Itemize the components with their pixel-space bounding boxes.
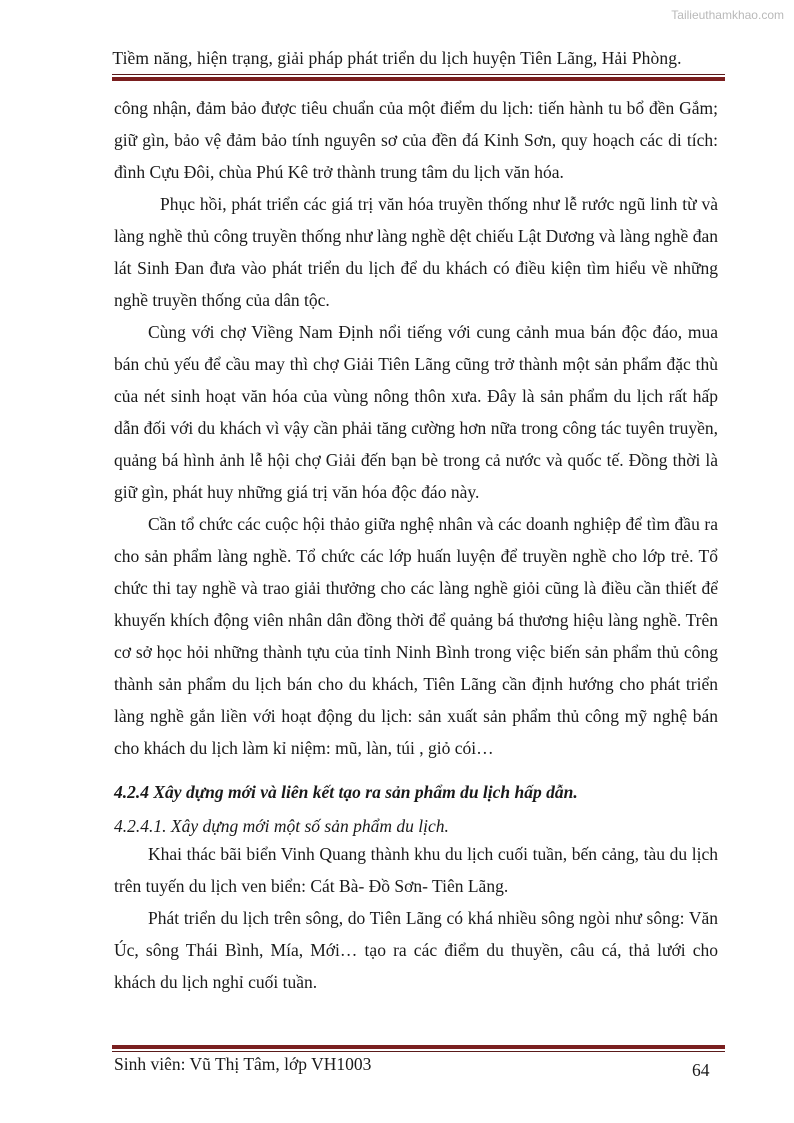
section-heading: 4.2.4 Xây dựng mới và liên kết tạo ra sản phẩm du lịch hấp dẫn.: [114, 782, 578, 802]
header-rule-thin: [112, 74, 725, 75]
page-number: 64: [692, 1060, 710, 1080]
page-header-title: Tiềm năng, hiện trạng, giải pháp phát triển du lịch huyện Tiên Lãng, Hải Phòng.: [112, 48, 682, 68]
paragraph: Khai thác bãi biển Vinh Quang thành khu du lịch cuối tuần, bến cảng, tàu du lịch trên tuyến du lịch ven biển: Cát Bà- Đồ Sơn- Tiên Lãng.: [114, 844, 718, 896]
subsection-heading: 4.2.4.1. Xây dựng mới một số sản phẩm du lịch.: [114, 816, 449, 836]
paragraph: công nhận, đảm bảo được tiêu chuẩn của một điểm du lịch: tiến hành tu bổ đền Gắm; giữ gìn, bảo vệ đảm bảo tính nguyên sơ của đền đá Kinh Sơn, quy hoạch các di tích: đình Cựu Đôi, chùa Phú Kê trở thành trung tâm du lịch văn hóa.: [114, 98, 718, 182]
paragraph: Phục hồi, phát triển các giá trị văn hóa truyền thống như lễ rước ngũ linh từ và làng nghề thủ công truyền thống như làng nghề dệt chiếu Lật Dương và làng nghề đan lát Sinh Đan đưa vào phát triển du lịch để du khách có điều kiện tìm hiểu về những nghề truyền thống của dân tộc.: [114, 194, 718, 310]
page-body: [114, 92, 718, 998]
paragraph: Cần tổ chức các cuộc hội thảo giữa nghệ nhân và các doanh nghiệp để tìm đầu ra cho sản phẩm làng nghề. Tổ chức các lớp huấn luyện để truyền nghề cho lớp trẻ. Tổ chức thi tay nghề và trao giải thưởng cho các làng nghề giỏi cũng là điều cần thiết để khuyến khích động viên nhân dân đồng thời để quảng bá thương hiệu làng nghề. Trên cơ sở học hỏi những thành tựu của tỉnh Ninh Bình trong việc biến sản phẩm thủ công thành sản phẩm du lịch bán cho du khách, Tiên Lãng cần định hướng cho phát triển làng nghề gắn liền với hoạt động du lịch: sản xuất sản phẩm thủ công mỹ nghệ bán cho khách du lịch làm kỉ niệm: mũ, làn, túi , giỏ cói…: [114, 514, 718, 758]
watermark: Tailieuthamkhao.com: [671, 8, 784, 22]
footer-rule-thick: [112, 1045, 725, 1049]
paragraph: Phát triển du lịch trên sông, do Tiên Lãng có khá nhiều sông ngòi như sông: Văn Úc, sông Thái Bình, Mía, Mới… tạo ra các điểm du thuyền, câu cá, thả lưới cho khách du lịch nghỉ cuối tuần.: [114, 908, 718, 992]
footer-student: Sinh viên: Vũ Thị Tâm, lớp VH1003: [114, 1054, 372, 1074]
footer-rule-thin: [112, 1051, 725, 1052]
header-rule-thick: [112, 77, 725, 81]
paragraph: Cùng với chợ Viềng Nam Định nổi tiếng với cung cảnh mua bán độc đáo, mua bán chủ yếu để cầu may thì chợ Giải Tiên Lãng cũng trở thành một sản phẩm đặc thù của nét sinh hoạt văn hóa của vùng nông thôn xưa. Đây là sản phẩm du lịch rất hấp dẫn đối với du khách vì vậy cần phải tăng cường hơn nữa trong công tác tuyên truyền, quảng bá hình ảnh lễ hội chợ Giải đến bạn bè trong cả nước và quốc tế. Đồng thời là giữ gìn, phát huy những giá trị văn hóa độc đáo này.: [114, 322, 718, 502]
